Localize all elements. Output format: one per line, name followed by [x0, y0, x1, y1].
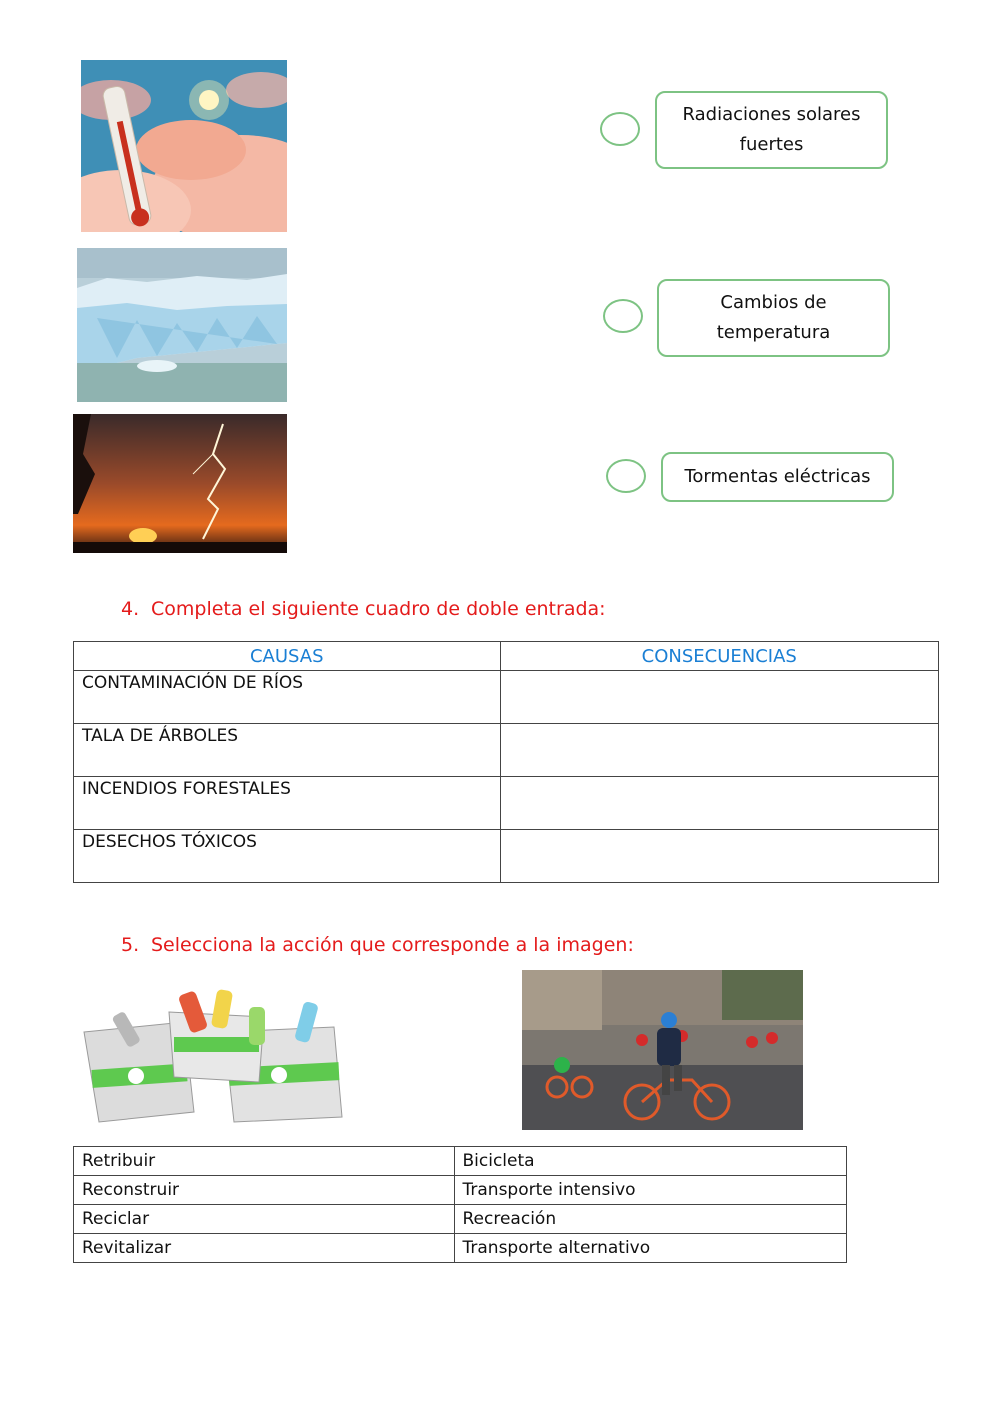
option-radiaciones-solares[interactable] — [655, 91, 888, 169]
cyclists-image — [522, 970, 803, 1130]
right-option-transporte-intensivo[interactable]: Transporte intensivo — [454, 1176, 847, 1205]
thermometer-sky-image — [81, 60, 287, 232]
answer-circle-2[interactable] — [603, 299, 643, 333]
option-label: Cambios de temperatura — [716, 292, 831, 343]
section-instruction: Completa el siguiente cuadro de doble entrada: — [151, 598, 606, 620]
option-cambios-temperatura[interactable] — [657, 279, 890, 357]
section-number: 5. — [121, 934, 140, 956]
column-header-causas: CAUSAS — [74, 642, 501, 671]
answer-circle-3[interactable] — [606, 459, 646, 493]
column-header-consecuencias: CONSECUENCIAS — [500, 642, 938, 671]
right-option-transporte-alternativo[interactable]: Transporte alternativo — [454, 1234, 847, 1263]
option-label: Radiaciones solares fuertes — [682, 104, 861, 155]
option-label: Tormentas eléctricas — [684, 466, 871, 487]
cause-cell: INCENDIOS FORESTALES — [74, 777, 501, 830]
recycling-bins-image — [74, 972, 346, 1130]
consequence-cell[interactable] — [500, 830, 938, 883]
left-option-reconstruir[interactable]: Reconstruir — [74, 1176, 455, 1205]
right-option-recreacion[interactable]: Recreación — [454, 1205, 847, 1234]
cause-cell: DESECHOS TÓXICOS — [74, 830, 501, 883]
consequence-cell[interactable] — [500, 671, 938, 724]
consequence-cell[interactable] — [500, 777, 938, 830]
table-row — [74, 1176, 847, 1205]
lightning-storm-image — [73, 414, 287, 553]
section-number: 4. — [121, 598, 140, 620]
table-row — [74, 1234, 847, 1263]
left-option-revitalizar[interactable]: Revitalizar — [74, 1234, 455, 1263]
answer-circle-1[interactable] — [600, 112, 640, 146]
option-tormentas-electricas[interactable] — [661, 452, 894, 502]
table-row — [74, 671, 939, 724]
table-row — [74, 1147, 847, 1176]
section-4-heading — [121, 598, 606, 620]
section-5-heading — [121, 934, 634, 956]
left-option-reciclar[interactable]: Reciclar — [74, 1205, 455, 1234]
table-row — [74, 777, 939, 830]
left-option-retribuir[interactable]: Retribuir — [74, 1147, 455, 1176]
causes-consequences-table — [73, 641, 939, 883]
cause-cell: TALA DE ÁRBOLES — [74, 724, 501, 777]
table-row — [74, 1205, 847, 1234]
action-selection-table — [73, 1146, 847, 1263]
consequence-cell[interactable] — [500, 724, 938, 777]
table-row — [74, 830, 939, 883]
section-instruction: Selecciona la acción que corresponde a la imagen: — [151, 934, 634, 956]
cause-cell: CONTAMINACIÓN DE RÍOS — [74, 671, 501, 724]
table-row — [74, 724, 939, 777]
glacier-image — [77, 248, 287, 402]
right-option-bicicleta[interactable]: Bicicleta — [454, 1147, 847, 1176]
table-header-row — [74, 642, 939, 671]
